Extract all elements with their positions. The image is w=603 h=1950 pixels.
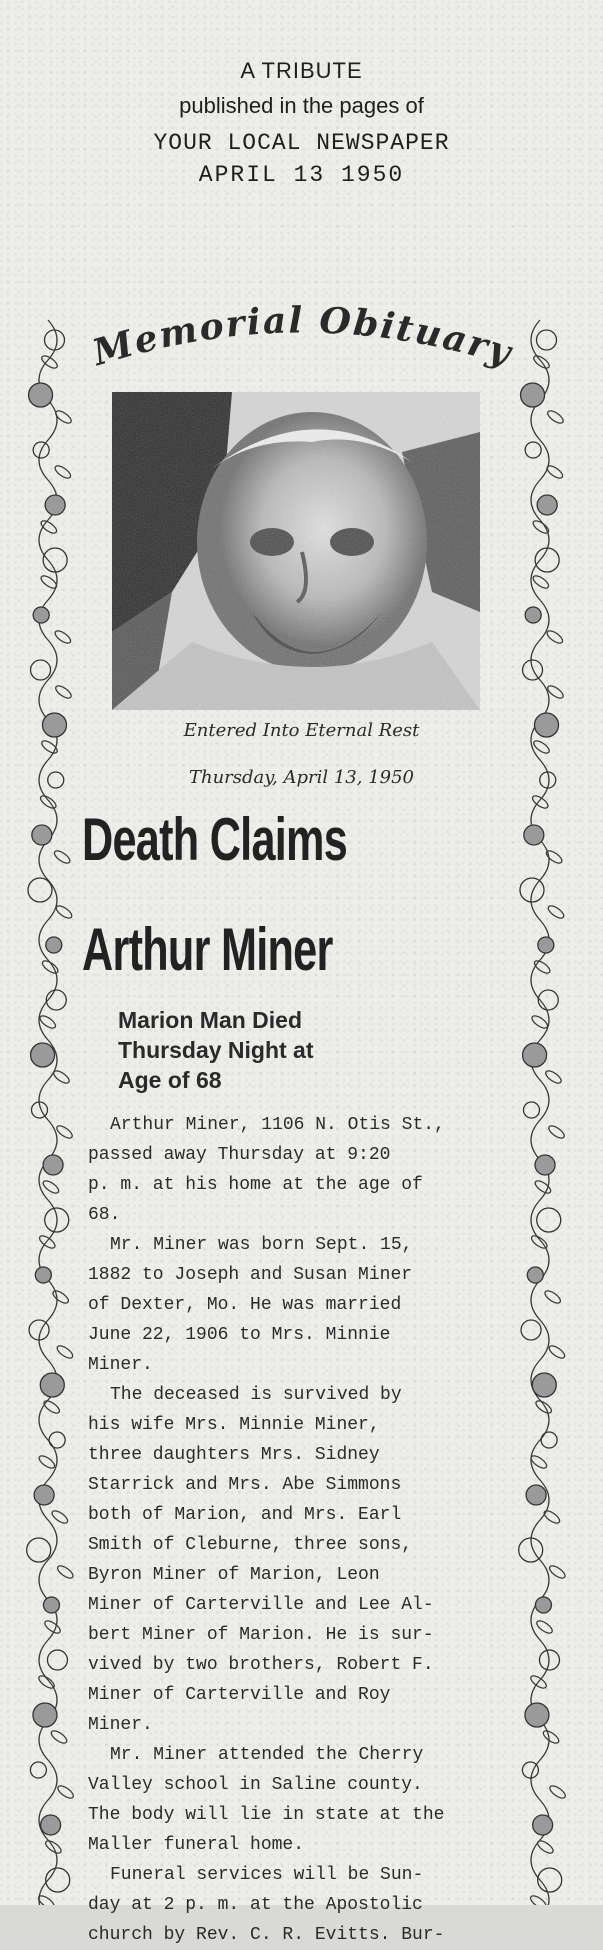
headline-line-1: Death Claims [82, 806, 348, 873]
tribute-subtitle: published in the pages of [179, 93, 424, 118]
masthead-text: Memorial Obituary [87, 299, 518, 375]
body-line: of Dexter, Mo. He was married [88, 1295, 402, 1315]
body-line: 1882 to Joseph and Susan Miner [88, 1265, 413, 1285]
body-line: three daughters Mrs. Sidney [88, 1445, 380, 1465]
body-line: church by Rev. C. R. Evitts. Bur- [88, 1925, 445, 1945]
body-line: bert Miner of Marion. He is sur- [88, 1625, 434, 1645]
body-line: vived by two brothers, Robert F. [88, 1655, 434, 1675]
body-line: passed away Thursday at 9:20 [88, 1145, 391, 1165]
body-line: Miner of Carterville and Lee Al- [88, 1595, 434, 1615]
body-line: Valley school in Saline county. [88, 1775, 423, 1795]
body-line: Maller funeral home. [88, 1835, 305, 1855]
body-line: June 22, 1906 to Mrs. Minnie [88, 1325, 391, 1345]
body-line: Arthur Miner, 1106 N. Otis St., [110, 1115, 445, 1135]
memorial-obituary-masthead [75, 290, 530, 380]
publication-date: APRIL 13 1950 [198, 162, 405, 188]
obituary-body [88, 1110, 498, 1950]
body-line: both of Marion, and Mrs. Earl [88, 1505, 402, 1525]
subhead-line-1: Marion Man Died [118, 1007, 303, 1033]
tribute-title: A TRIBUTE [240, 58, 363, 83]
death-date: Thursday, April 13, 1950 [188, 767, 415, 788]
portrait-photo [112, 392, 480, 710]
body-line: Smith of Cleburne, three sons, [88, 1535, 413, 1555]
body-line: Miner. [88, 1715, 153, 1735]
body-line: The deceased is survived by [110, 1385, 402, 1405]
body-line: p. m. at his home at the age of [88, 1175, 423, 1195]
subhead-line-2: Thursday Night at [118, 1037, 314, 1063]
body-line: Miner of Carterville and Roy [88, 1685, 391, 1705]
body-line: Starrick and Mrs. Abe Simmons [88, 1475, 402, 1495]
body-line: Mr. Miner attended the Cherry [110, 1745, 424, 1765]
body-line: his wife Mrs. Minnie Miner, [88, 1415, 380, 1435]
body-line: day at 2 p. m. at the Apostolic [88, 1895, 423, 1915]
svg-text:Memorial Obituary [86, 299, 517, 374]
headline-line-2: Arthur Miner [82, 916, 333, 983]
newspaper-name: YOUR LOCAL NEWSPAPER [153, 130, 450, 156]
body-line: 68. [88, 1205, 121, 1225]
photo-caption: Entered Into Eternal Rest [183, 720, 420, 741]
body-line: The body will lie in state at the [88, 1805, 445, 1825]
subhead-line-3: Age of 68 [118, 1067, 222, 1093]
body-line: Funeral services will be Sun- [110, 1865, 424, 1885]
body-line: Byron Miner of Marion, Leon [88, 1565, 380, 1585]
body-line: Miner. [88, 1355, 153, 1375]
body-line: Mr. Miner was born Sept. 15, [110, 1235, 413, 1255]
